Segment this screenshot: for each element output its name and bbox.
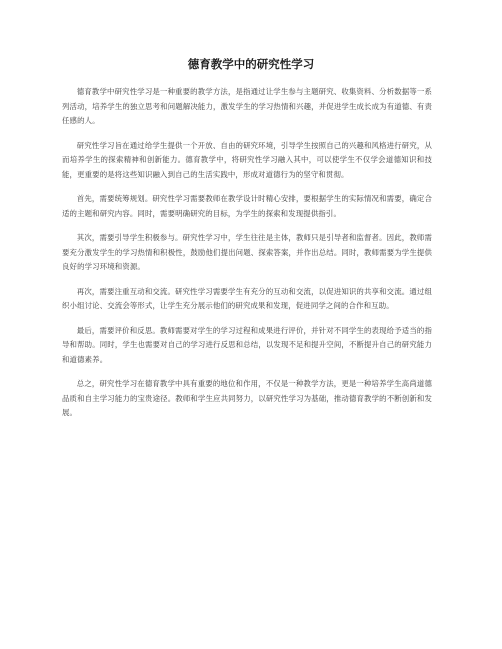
paragraph: 首先，需要统筹规划。研究性学习需要教师在教学设计时精心安排，要根据学生的实际情况和需要，确定合适的主题和研究内容。同时，需要明确研究的目标，为学生的探索和发现提供指引。 bbox=[62, 194, 432, 218]
paragraph: 德育教学中研究性学习是一种重要的教学方法，是指通过让学生参与主题研究、收集资料、分析数据等一系列活动，培养学生的独立思考和问题解决能力，激发学生的学习热情和兴趣，并促进学生成长成为有道德、有责任感的人。 bbox=[62, 87, 432, 125]
document-body bbox=[62, 85, 432, 431]
paragraph: 再次，需要注重互动和交流。研究性学习需要学生有充分的互动和交流，以促进知识的共享和交流。通过组织小组讨论、交流会等形式，让学生充分展示他们的研究成果和发现，促进同学之间的合作和互助。 bbox=[62, 286, 432, 310]
paragraph: 最后，需要评价和反思。教师需要对学生的学习过程和成果进行评价，并针对不同学生的表现给予适当的指导和帮助。同时，学生也需要对自己的学习进行反思和总结，以发现不足和提升空间，不断提升自己的研究能力和道德素养。 bbox=[62, 325, 432, 364]
paragraph: 研究性学习旨在通过给学生提供一个开放、自由的研究环境，引导学生按照自己的兴趣和风格进行研究，从而培养学生的探索精神和创新能力。德育教学中，将研究性学习融入其中，可以使学生不仅学会道德知识和技能，更重要的是将这些知识融入到自己的生活实践中，形成对道德行为的坚守和贯彻。 bbox=[62, 140, 432, 179]
paragraph: 总之，研究性学习在德育教学中具有重要的地位和作用，不仅是一种教学方法，更是一种培养学生高尚道德品质和自主学习能力的宝贵途径。教师和学生应共同努力，以研究性学习为基础，推动德育教学的不断创新和发展。 bbox=[62, 379, 432, 417]
paragraph: 其次，需要引导学生积极参与。研究性学习中，学生往往是主体，教师只是引导者和监督者。因此，教师需要充分激发学生的学习热情和积极性，鼓励他们提出问题、探索答案，并作出总结。同时，教师需要为学生提供良好的学习环境和资源。 bbox=[62, 233, 432, 271]
document-title: 德育教学中的研究性学习 bbox=[187, 57, 315, 71]
